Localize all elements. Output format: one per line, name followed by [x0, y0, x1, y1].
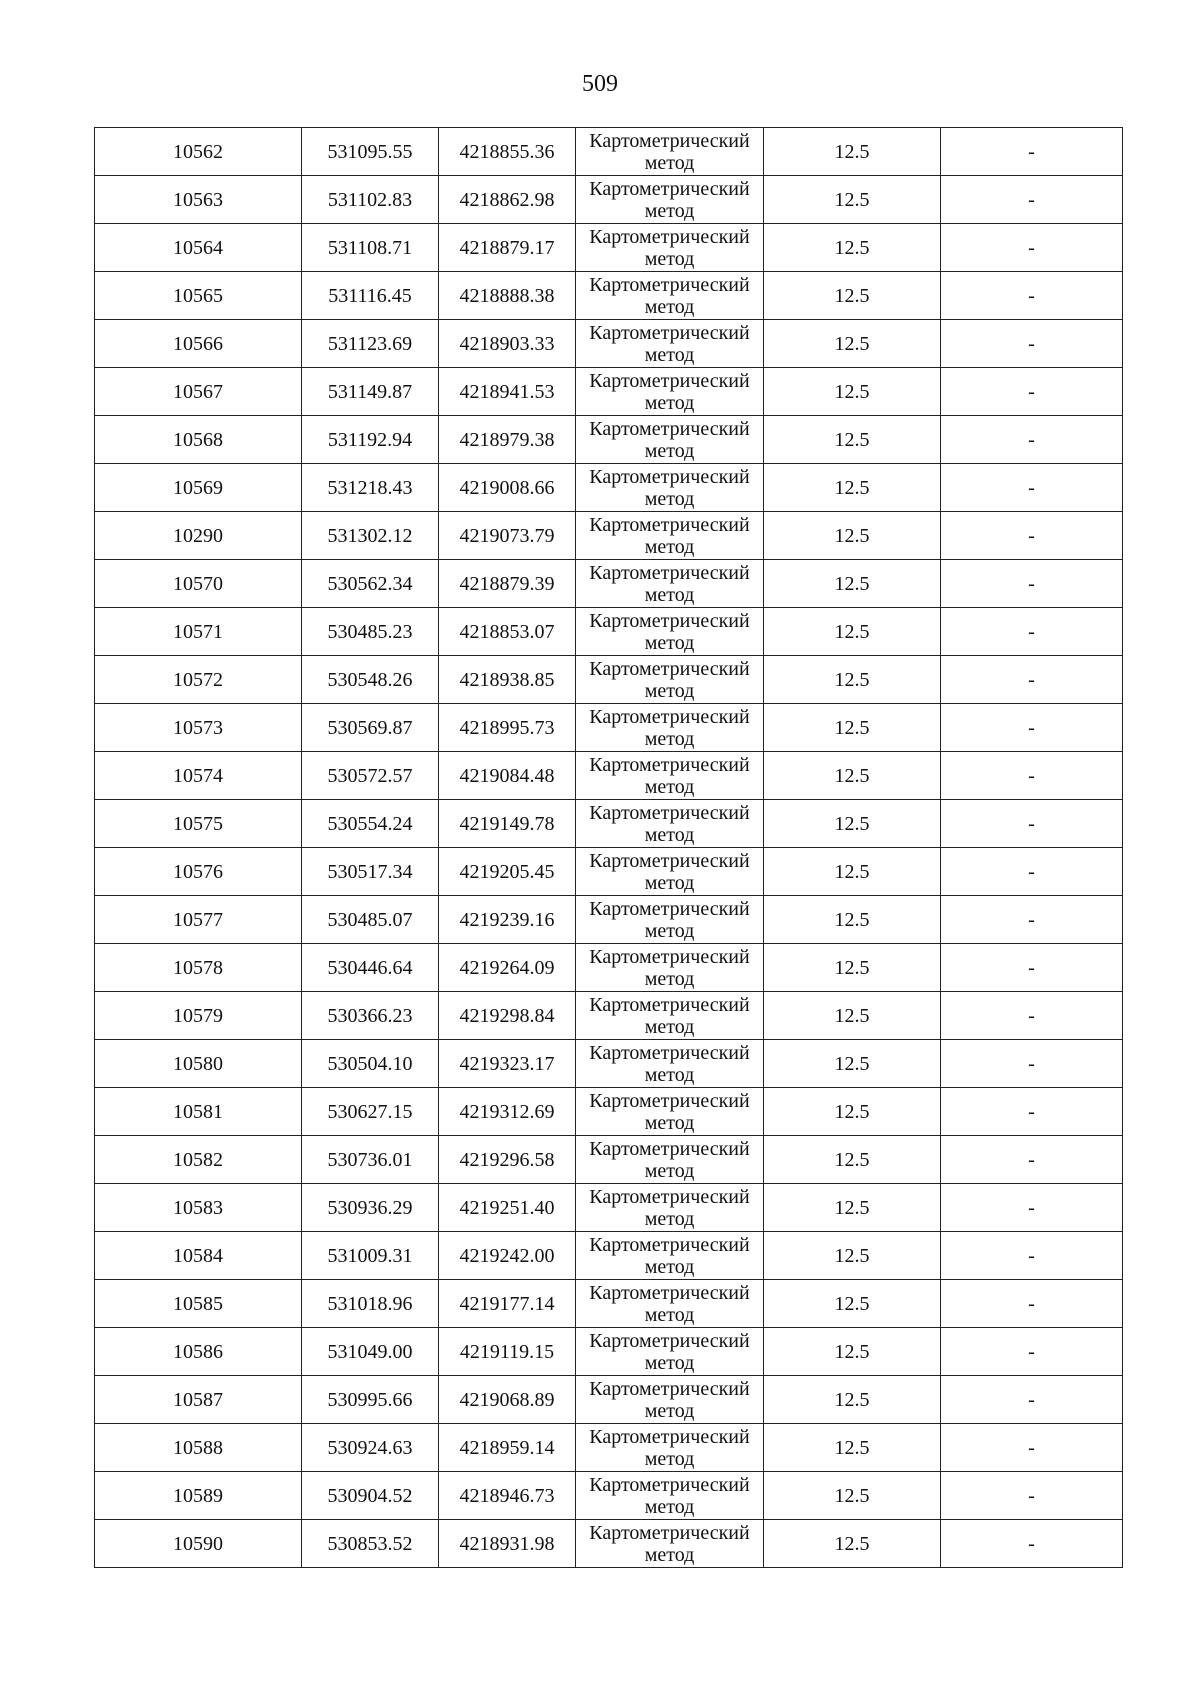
x-coordinate-cell: 530924.63: [302, 1424, 439, 1472]
method-cell: [576, 992, 764, 1040]
point-id-cell: 10588: [95, 1424, 302, 1472]
method-line-2: метод: [644, 487, 695, 510]
note-cell: -: [941, 1520, 1123, 1568]
table-row: [95, 512, 1123, 560]
x-coordinate-cell: 530572.57: [302, 752, 439, 800]
accuracy-cell: 12.5: [764, 1328, 941, 1376]
x-coordinate-cell: 531049.00: [302, 1328, 439, 1376]
point-id-cell: 10582: [95, 1136, 302, 1184]
note-cell: -: [941, 224, 1123, 272]
method-line-1: Картометрический: [589, 417, 750, 440]
note-cell: -: [941, 176, 1123, 224]
method-line-2: метод: [644, 1111, 695, 1134]
method-line-1: Картометрический: [589, 561, 750, 584]
x-coordinate-cell: 531102.83: [302, 176, 439, 224]
method-line-1: Картометрический: [589, 609, 750, 632]
point-id-cell: 10578: [95, 944, 302, 992]
method-line-2: метод: [644, 967, 695, 990]
method-line-1: Картометрический: [589, 1041, 750, 1064]
table-row: [95, 992, 1123, 1040]
note-cell: -: [941, 416, 1123, 464]
method-line-2: метод: [644, 151, 695, 174]
table-row: [95, 1280, 1123, 1328]
x-coordinate-cell: 530517.34: [302, 848, 439, 896]
method-cell: [576, 1232, 764, 1280]
method-line-1: Картометрический: [589, 849, 750, 872]
accuracy-cell: 12.5: [764, 656, 941, 704]
accuracy-cell: 12.5: [764, 128, 941, 176]
note-cell: -: [941, 464, 1123, 512]
method-line-1: Картометрический: [589, 513, 750, 536]
method-line-1: Картометрический: [589, 465, 750, 488]
x-coordinate-cell: 531149.87: [302, 368, 439, 416]
method-line-2: метод: [644, 775, 695, 798]
table-row: [95, 1088, 1123, 1136]
page-number: 509: [582, 71, 618, 97]
method-cell: [576, 128, 764, 176]
method-line-1: Картометрический: [589, 273, 750, 296]
point-id-cell: 10584: [95, 1232, 302, 1280]
method-cell: [576, 512, 764, 560]
x-coordinate-cell: 530548.26: [302, 656, 439, 704]
point-id-cell: 10569: [95, 464, 302, 512]
y-coordinate-cell: 4218862.98: [439, 176, 576, 224]
method-line-2: метод: [644, 391, 695, 414]
x-coordinate-cell: 531108.71: [302, 224, 439, 272]
method-line-1: Картометрический: [589, 1329, 750, 1352]
method-line-2: метод: [644, 1447, 695, 1470]
method-line-1: Картометрический: [589, 705, 750, 728]
x-coordinate-cell: 530562.34: [302, 560, 439, 608]
y-coordinate-cell: 4219119.15: [439, 1328, 576, 1376]
y-coordinate-cell: 4218959.14: [439, 1424, 576, 1472]
x-coordinate-cell: 531218.43: [302, 464, 439, 512]
y-coordinate-cell: 4219251.40: [439, 1184, 576, 1232]
point-id-cell: 10290: [95, 512, 302, 560]
method-line-2: метод: [644, 1399, 695, 1422]
y-coordinate-cell: 4219149.78: [439, 800, 576, 848]
method-cell: [576, 1088, 764, 1136]
point-id-cell: 10572: [95, 656, 302, 704]
method-line-1: Картометрический: [589, 129, 750, 152]
table-row: [95, 1040, 1123, 1088]
table-row: [95, 944, 1123, 992]
method-cell: [576, 1376, 764, 1424]
note-cell: -: [941, 656, 1123, 704]
table-row: [95, 896, 1123, 944]
y-coordinate-cell: 4219296.58: [439, 1136, 576, 1184]
x-coordinate-cell: 530904.52: [302, 1472, 439, 1520]
note-cell: -: [941, 704, 1123, 752]
table-row: [95, 224, 1123, 272]
method-cell: [576, 1328, 764, 1376]
coordinates-table-body: [95, 128, 1123, 1568]
table-row: [95, 1184, 1123, 1232]
accuracy-cell: 12.5: [764, 512, 941, 560]
note-cell: -: [941, 1280, 1123, 1328]
method-line-2: метод: [644, 1543, 695, 1566]
method-cell: [576, 944, 764, 992]
point-id-cell: 10581: [95, 1088, 302, 1136]
point-id-cell: 10562: [95, 128, 302, 176]
note-cell: -: [941, 1136, 1123, 1184]
accuracy-cell: 12.5: [764, 1088, 941, 1136]
method-line-2: метод: [644, 1303, 695, 1326]
method-line-2: метод: [644, 631, 695, 654]
accuracy-cell: 12.5: [764, 1232, 941, 1280]
point-id-cell: 10563: [95, 176, 302, 224]
accuracy-cell: 12.5: [764, 1040, 941, 1088]
note-cell: -: [941, 1376, 1123, 1424]
method-cell: [576, 272, 764, 320]
method-line-2: метод: [644, 679, 695, 702]
point-id-cell: 10568: [95, 416, 302, 464]
y-coordinate-cell: 4219239.16: [439, 896, 576, 944]
method-line-2: метод: [644, 1495, 695, 1518]
method-line-1: Картометрический: [589, 1377, 750, 1400]
point-id-cell: 10565: [95, 272, 302, 320]
point-id-cell: 10579: [95, 992, 302, 1040]
y-coordinate-cell: 4219084.48: [439, 752, 576, 800]
x-coordinate-cell: 530627.15: [302, 1088, 439, 1136]
method-line-2: метод: [644, 1207, 695, 1230]
y-coordinate-cell: 4218995.73: [439, 704, 576, 752]
note-cell: -: [941, 1424, 1123, 1472]
coordinates-table: [94, 127, 1123, 1568]
method-line-1: Картометрический: [589, 225, 750, 248]
table-row: [95, 752, 1123, 800]
method-line-1: Картометрический: [589, 945, 750, 968]
note-cell: -: [941, 1184, 1123, 1232]
x-coordinate-cell: 530504.10: [302, 1040, 439, 1088]
table-row: [95, 1136, 1123, 1184]
accuracy-cell: 12.5: [764, 944, 941, 992]
note-cell: -: [941, 992, 1123, 1040]
point-id-cell: 10576: [95, 848, 302, 896]
table-row: [95, 368, 1123, 416]
method-cell: [576, 800, 764, 848]
x-coordinate-cell: 530936.29: [302, 1184, 439, 1232]
method-cell: [576, 752, 764, 800]
note-cell: -: [941, 608, 1123, 656]
note-cell: -: [941, 368, 1123, 416]
accuracy-cell: 12.5: [764, 800, 941, 848]
method-cell: [576, 608, 764, 656]
table-row: [95, 1328, 1123, 1376]
y-coordinate-cell: 4218853.07: [439, 608, 576, 656]
accuracy-cell: 12.5: [764, 1424, 941, 1472]
y-coordinate-cell: 4219008.66: [439, 464, 576, 512]
note-cell: -: [941, 1088, 1123, 1136]
method-line-2: метод: [644, 535, 695, 558]
note-cell: -: [941, 944, 1123, 992]
method-line-1: Картометрический: [589, 897, 750, 920]
point-id-cell: 10574: [95, 752, 302, 800]
note-cell: -: [941, 1040, 1123, 1088]
method-cell: [576, 368, 764, 416]
y-coordinate-cell: 4218941.53: [439, 368, 576, 416]
y-coordinate-cell: 4219298.84: [439, 992, 576, 1040]
x-coordinate-cell: 531009.31: [302, 1232, 439, 1280]
accuracy-cell: 12.5: [764, 704, 941, 752]
method-line-2: метод: [644, 247, 695, 270]
note-cell: -: [941, 512, 1123, 560]
accuracy-cell: 12.5: [764, 224, 941, 272]
accuracy-cell: 12.5: [764, 1184, 941, 1232]
note-cell: -: [941, 1232, 1123, 1280]
accuracy-cell: 12.5: [764, 1520, 941, 1568]
note-cell: -: [941, 1328, 1123, 1376]
note-cell: -: [941, 320, 1123, 368]
method-line-2: метод: [644, 1159, 695, 1182]
table-row: [95, 1424, 1123, 1472]
method-cell: [576, 704, 764, 752]
method-line-2: метод: [644, 343, 695, 366]
method-cell: [576, 1280, 764, 1328]
method-line-1: Картометрический: [589, 1233, 750, 1256]
y-coordinate-cell: 4218879.39: [439, 560, 576, 608]
method-cell: [576, 320, 764, 368]
method-line-2: метод: [644, 727, 695, 750]
note-cell: -: [941, 560, 1123, 608]
accuracy-cell: 12.5: [764, 272, 941, 320]
x-coordinate-cell: 530995.66: [302, 1376, 439, 1424]
note-cell: -: [941, 128, 1123, 176]
point-id-cell: 10590: [95, 1520, 302, 1568]
method-line-2: метод: [644, 871, 695, 894]
method-cell: [576, 464, 764, 512]
x-coordinate-cell: 531116.45: [302, 272, 439, 320]
accuracy-cell: 12.5: [764, 1376, 941, 1424]
accuracy-cell: 12.5: [764, 848, 941, 896]
y-coordinate-cell: 4218938.85: [439, 656, 576, 704]
accuracy-cell: 12.5: [764, 464, 941, 512]
table-row: [95, 656, 1123, 704]
y-coordinate-cell: 4218903.33: [439, 320, 576, 368]
accuracy-cell: 12.5: [764, 320, 941, 368]
method-line-1: Картометрический: [589, 1281, 750, 1304]
accuracy-cell: 12.5: [764, 896, 941, 944]
y-coordinate-cell: 4219177.14: [439, 1280, 576, 1328]
table-row: [95, 800, 1123, 848]
y-coordinate-cell: 4219205.45: [439, 848, 576, 896]
y-coordinate-cell: 4218979.38: [439, 416, 576, 464]
method-line-1: Картометрический: [589, 993, 750, 1016]
accuracy-cell: 12.5: [764, 560, 941, 608]
method-cell: [576, 656, 764, 704]
table-row: [95, 1520, 1123, 1568]
y-coordinate-cell: 4219073.79: [439, 512, 576, 560]
x-coordinate-cell: 530569.87: [302, 704, 439, 752]
method-line-1: Картометрический: [589, 1137, 750, 1160]
method-cell: [576, 848, 764, 896]
method-cell: [576, 1424, 764, 1472]
note-cell: -: [941, 752, 1123, 800]
point-id-cell: 10577: [95, 896, 302, 944]
method-line-1: Картометрический: [589, 177, 750, 200]
method-cell: [576, 1184, 764, 1232]
method-line-2: метод: [644, 583, 695, 606]
method-cell: [576, 1040, 764, 1088]
table-row: [95, 1472, 1123, 1520]
method-cell: [576, 1136, 764, 1184]
x-coordinate-cell: 530554.24: [302, 800, 439, 848]
point-id-cell: 10566: [95, 320, 302, 368]
accuracy-cell: 12.5: [764, 992, 941, 1040]
accuracy-cell: 12.5: [764, 368, 941, 416]
point-id-cell: 10583: [95, 1184, 302, 1232]
y-coordinate-cell: 4219264.09: [439, 944, 576, 992]
method-line-2: метод: [644, 919, 695, 942]
point-id-cell: 10580: [95, 1040, 302, 1088]
y-coordinate-cell: 4218931.98: [439, 1520, 576, 1568]
x-coordinate-cell: 530853.52: [302, 1520, 439, 1568]
table-row: [95, 608, 1123, 656]
accuracy-cell: 12.5: [764, 1280, 941, 1328]
x-coordinate-cell: 530485.23: [302, 608, 439, 656]
method-line-1: Картометрический: [589, 1425, 750, 1448]
method-line-2: метод: [644, 1255, 695, 1278]
y-coordinate-cell: 4219068.89: [439, 1376, 576, 1424]
y-coordinate-cell: 4218855.36: [439, 128, 576, 176]
method-line-1: Картометрический: [589, 1521, 750, 1544]
method-cell: [576, 176, 764, 224]
accuracy-cell: 12.5: [764, 752, 941, 800]
method-line-1: Картометрический: [589, 657, 750, 680]
method-line-1: Картометрический: [589, 1185, 750, 1208]
table-row: [95, 1376, 1123, 1424]
point-id-cell: 10567: [95, 368, 302, 416]
method-cell: [576, 416, 764, 464]
method-cell: [576, 1520, 764, 1568]
method-line-1: Картометрический: [589, 1089, 750, 1112]
point-id-cell: 10589: [95, 1472, 302, 1520]
x-coordinate-cell: 530446.64: [302, 944, 439, 992]
method-line-1: Картометрический: [589, 753, 750, 776]
method-line-2: метод: [644, 199, 695, 222]
point-id-cell: 10570: [95, 560, 302, 608]
x-coordinate-cell: 530736.01: [302, 1136, 439, 1184]
y-coordinate-cell: 4218888.38: [439, 272, 576, 320]
table-row: [95, 128, 1123, 176]
point-id-cell: 10585: [95, 1280, 302, 1328]
point-id-cell: 10564: [95, 224, 302, 272]
accuracy-cell: 12.5: [764, 608, 941, 656]
y-coordinate-cell: 4219312.69: [439, 1088, 576, 1136]
table-row: [95, 704, 1123, 752]
x-coordinate-cell: 531123.69: [302, 320, 439, 368]
method-line-2: метод: [644, 1063, 695, 1086]
note-cell: -: [941, 800, 1123, 848]
note-cell: -: [941, 896, 1123, 944]
x-coordinate-cell: 531302.12: [302, 512, 439, 560]
note-cell: -: [941, 272, 1123, 320]
point-id-cell: 10587: [95, 1376, 302, 1424]
point-id-cell: 10571: [95, 608, 302, 656]
method-line-2: метод: [644, 295, 695, 318]
method-line-2: метод: [644, 439, 695, 462]
table-row: [95, 320, 1123, 368]
accuracy-cell: 12.5: [764, 176, 941, 224]
table-row: [95, 272, 1123, 320]
y-coordinate-cell: 4218879.17: [439, 224, 576, 272]
table-row: [95, 560, 1123, 608]
x-coordinate-cell: 531095.55: [302, 128, 439, 176]
point-id-cell: 10573: [95, 704, 302, 752]
note-cell: -: [941, 1472, 1123, 1520]
table-row: [95, 416, 1123, 464]
method-cell: [576, 224, 764, 272]
method-line-2: метод: [644, 1015, 695, 1038]
x-coordinate-cell: 531018.96: [302, 1280, 439, 1328]
method-cell: [576, 1472, 764, 1520]
x-coordinate-cell: 531192.94: [302, 416, 439, 464]
point-id-cell: 10575: [95, 800, 302, 848]
point-id-cell: 10586: [95, 1328, 302, 1376]
method-line-1: Картометрический: [589, 321, 750, 344]
method-line-2: метод: [644, 823, 695, 846]
x-coordinate-cell: 530485.07: [302, 896, 439, 944]
table-row: [95, 176, 1123, 224]
method-line-1: Картометрический: [589, 1473, 750, 1496]
table-row: [95, 464, 1123, 512]
method-line-1: Картометрический: [589, 369, 750, 392]
y-coordinate-cell: 4219242.00: [439, 1232, 576, 1280]
accuracy-cell: 12.5: [764, 1472, 941, 1520]
accuracy-cell: 12.5: [764, 416, 941, 464]
method-cell: [576, 896, 764, 944]
method-cell: [576, 560, 764, 608]
y-coordinate-cell: 4219323.17: [439, 1040, 576, 1088]
y-coordinate-cell: 4218946.73: [439, 1472, 576, 1520]
note-cell: -: [941, 848, 1123, 896]
method-line-1: Картометрический: [589, 801, 750, 824]
table-row: [95, 1232, 1123, 1280]
table-row: [95, 848, 1123, 896]
method-line-2: метод: [644, 1351, 695, 1374]
accuracy-cell: 12.5: [764, 1136, 941, 1184]
x-coordinate-cell: 530366.23: [302, 992, 439, 1040]
